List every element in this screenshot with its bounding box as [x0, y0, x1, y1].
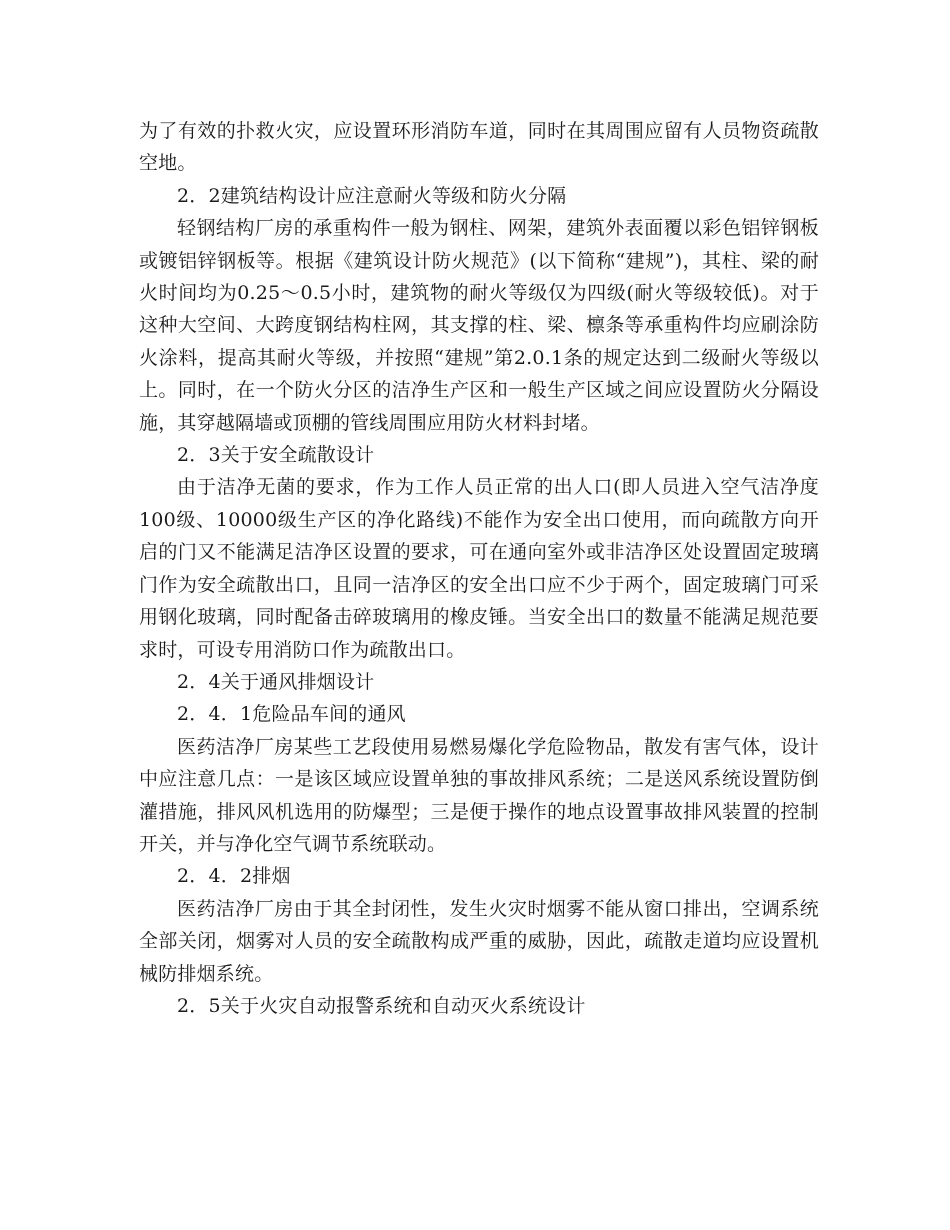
- paragraph: 医药洁净厂房某些工艺段使用易燃易爆化学危险物品，散发有害气体，设计中应注意几点：一是该区域应设置单独的事故排风系统；二是送风系统设置防倒灌措施，排风风机选用的防爆型；三是便于操作的地点设置事故排风装置的控制开关，并与净化空气调节系统联动。: [139, 735, 819, 855]
- section-heading: 2．3关于安全疏散设计: [177, 444, 375, 467]
- paragraph: 医药洁净厂房由于其全封闭性，发生火灾时烟雾不能从窗口排出，空调系统全部关闭，烟雾对人员的安全疏散构成严重的威胁，因此，疏散走道均应设置机械防排烟系统。: [139, 897, 819, 985]
- section-heading: 2．4关于通风排烟设计: [177, 670, 375, 693]
- paragraph: 为了有效的扑救火灾，应设置环形消防车道，同时在其周围应留有人员物资疏散空地。: [139, 120, 819, 175]
- section-heading: 2．2建筑结构设计应注意耐火等级和防火分隔: [177, 184, 567, 207]
- paragraph: 由于洁净无菌的要求，作为工作人员正常的出人口(即人员进入空气洁净度100级、10000级生产区的净化路线)不能作为安全出口使用，而向疏散方向开启的门又不能满足洁净区设置的要求，可在通向室外或非洁净区处设置固定玻璃门作为安全疏散出口，且同一洁净区的安全出口应不少于两个，固定玻璃门可采用钢化玻璃，同时配备击碎玻璃用的橡皮锤。当安全出口的数量不能满足规范要求时，可设专用消防口作为疏散出口。: [139, 476, 819, 661]
- document-body: [139, 115, 819, 1022]
- subsection-heading: 2．4．1危险品车间的通风: [177, 703, 406, 726]
- paragraph: 轻钢结构厂房的承重构件一般为钢柱、网架，建筑外表面覆以彩色铝锌钢板或镀铝锌钢板等。根据《建筑设计防火规范》(以下简称“建规”)，其柱、梁的耐火时间均为0.25～0.5小时，建筑物的耐火等级仅为四级(耐火等级较低)。对于这种大空间、大跨度钢结构柱网，其支撑的柱、梁、檩条等承重构件均应刷涂防火涂料，提高其耐火等级，并按照“建规”第2.0.1条的规定达到二级耐火等级以上。同时，在一个防火分区的洁净生产区和一般生产区域之间应设置防火分隔设施，其穿越隔墙或顶棚的管线周围应用防火材料封堵。: [139, 217, 819, 434]
- subsection-heading: 2．4．2排烟: [177, 865, 291, 888]
- section-heading: 2．5关于火灾自动报警系统和自动灭火系统设计: [177, 994, 586, 1017]
